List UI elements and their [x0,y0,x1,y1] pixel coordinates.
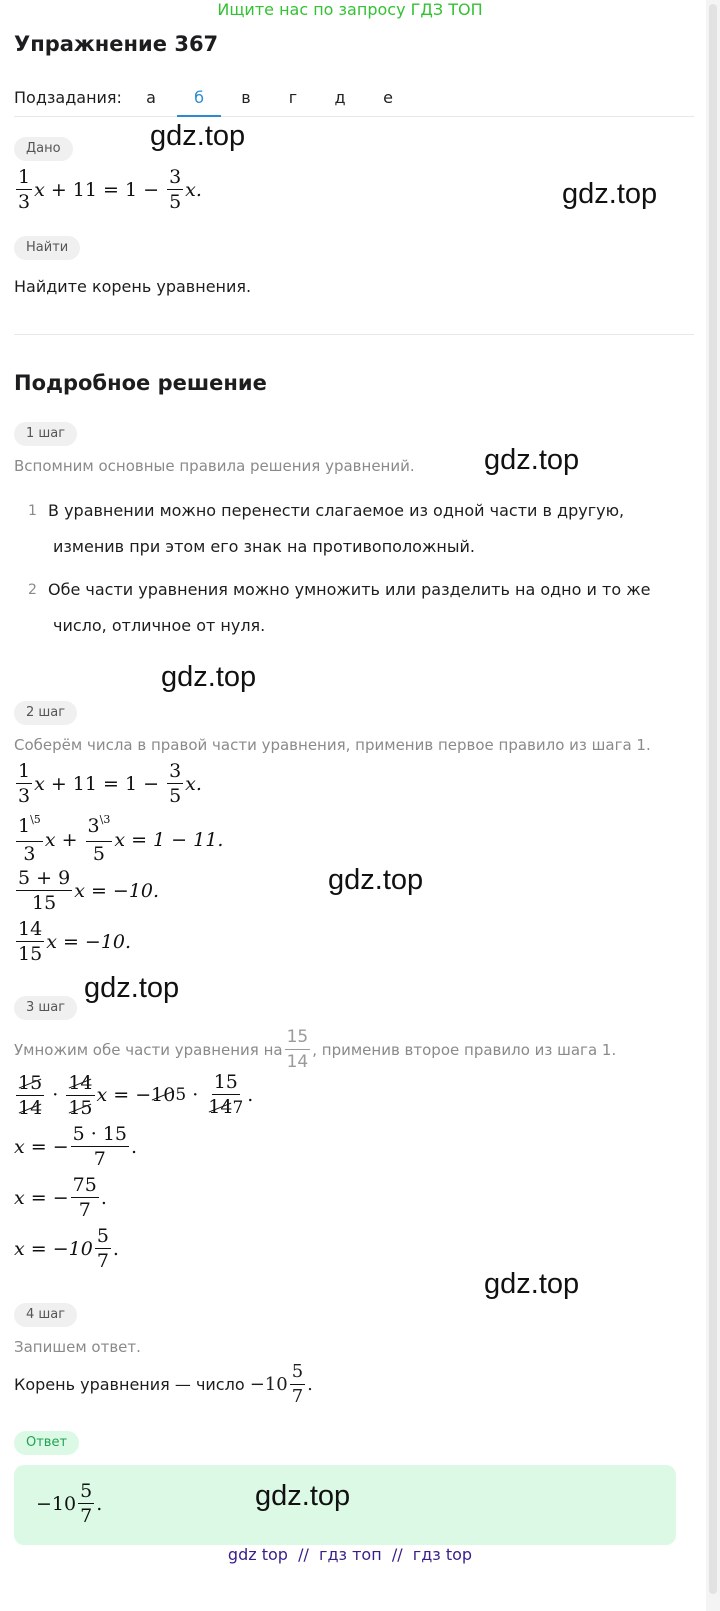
step-2-line-4: $\frac{14}{15}$ x = −10. [18,918,132,965]
tab-v[interactable]: в [241,88,251,107]
scrollbar[interactable] [706,0,720,1611]
watermark: gdz.top [161,661,257,693]
solution-title: Подробное решение [14,371,267,395]
step-3-chip: 3 шаг [14,996,77,1020]
tab-a[interactable]: а [146,88,156,107]
step-3-line-3: x = − $\frac{75}{7}$ . [14,1174,107,1221]
step-2-line-3: $\frac{5 + 9}{15}$ x = −10. [18,867,160,914]
find-chip: Найти [14,236,80,260]
step-4-chip: 4 шаг [14,1303,77,1327]
watermark: gdz.top [562,178,658,210]
answer-value: −10 $\frac{5}{7}$ . [36,1480,103,1527]
watermark: gdz.top [484,444,580,476]
step-3-line-4: x = −10 $\frac{5}{7}$ . [14,1225,119,1272]
step-2-chip: 2 шаг [14,701,77,725]
divider [14,334,694,335]
tab-b[interactable]: б [177,88,221,117]
step-4-answer: Корень уравнения — число −10 $\frac{5}{7}$ . [14,1361,313,1407]
watermark: gdz.top [150,120,246,152]
subtasks-bar [14,84,694,117]
page-title: Упражнение 367 [14,32,219,56]
watermark: gdz.top [484,1268,580,1300]
step-3-line-2: x = − $\frac{5 \cdot 15}{7}$ . [14,1123,138,1170]
watermark: gdz.top [328,864,424,896]
search-banner[interactable]: Ищите нас по запросу ГДЗ ТОП [217,0,483,19]
step-1-chip: 1 шаг [14,422,77,446]
step-1-intro: Вспомним основные правила решения уравнений. [14,457,415,475]
tab-e[interactable]: е [383,88,393,107]
tab-d[interactable]: д [334,88,346,107]
step-2-line-1: $\frac{1}{3}$ x + 11 = 1 − $\frac{3}{5}$ x. [18,760,202,807]
step-3-intro: Умножим обе части уравнения на $\frac{15}{14}$ , применив второе правило из шага 1. [14,1027,617,1072]
scrollbar-thumb[interactable] [709,4,717,1594]
step-4-intro: Запишем ответ. [14,1338,141,1356]
watermark: gdz.top [255,1480,351,1512]
given-equation: $\frac{1}{3}$ x + 11 = 1 − $\frac{3}{5}$ x. [18,166,202,213]
given-chip: Дано [14,137,73,161]
tab-g[interactable]: г [288,88,298,107]
step-3-line-1: $\frac{15}{14}$ · $\frac{14}{15}$ x = − 10 5 · $\frac{15}{147}$ . [18,1071,254,1119]
watermark: gdz.top [84,972,180,1004]
find-text: Найдите корень уравнения. [14,277,252,296]
step-2-intro: Соберём числа в правой части уравнения, применив первое правило из шага 1. [14,736,651,754]
answer-chip: Ответ [14,1431,79,1455]
subtasks-label: Подзадания: [14,88,122,107]
step-2-line-2: $\frac{1^{\backslash 5}}{3}$ x + $\frac{3^{\backslash 3}}{5}$ x = 1 − 11. [18,813,224,865]
footer-links[interactable]: gdz top // гдз топ // гдз top [227,1545,473,1564]
